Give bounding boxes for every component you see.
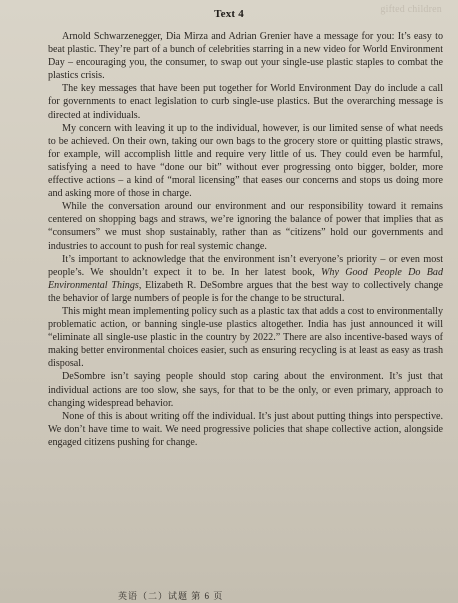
page-footer: 英语（二）试题 第 6 页 xyxy=(118,591,224,601)
paragraph-5-rest: , Elizabeth R. DeSombre argues that the best way to collectively change the behavior of large numbers of people is for the change to be structural. xyxy=(48,279,443,304)
paragraph-3: My concern with leaving it up to the individual, however, is our limited sense of what needs to be achieved. On their own, taking our own bags to the grocery store or quitting plastic straws, for example, will accomplish little and require very little of us. They could even be harmful, satisfying a need to have “done our bit” without ever progressing onto bigger, bolder, more effective actions – a kind of “moral licensing” that eases our concerns and stops us doing more and asking more of those in charge. xyxy=(48,122,443,200)
section-title: Text 4 xyxy=(214,8,244,20)
paragraph-1: Arnold Schwarzenegger, Dia Mirza and Adrian Grenier have a message for you: It’s easy to beat plastic. They’re part of a bunch of celebrities starring in a new video for World Environment Day – encouraging you, the consumer, to swap out your single-use plastic staples to combat the plastics crisis. xyxy=(48,31,443,82)
bleed-through-text: gifted children xyxy=(380,4,442,15)
paragraph-5-lead: It’s important to acknowledge that the environment isn’t everyone’s priority – or even most people’s. We shouldn’t expect it to be. In her latest book, xyxy=(48,253,443,278)
paragraph-6: This might mean implementing policy such as a plastic tax that adds a cost to environmentally problematic action, or banning single-use plastics altogether. India has just announced it will “eliminate all single-use plastic in the country by 2022.” There are also incentive-based ways of making better environmental choices easier, such as ensuring recycling is at least as easy as trash disposal. xyxy=(48,305,443,370)
paragraph-7: DeSombre isn’t saying people should stop caring about the environment. It’s just that individual actions are too slow, she says, for that to be the only, or even primary, approach to changing widespread behavior. xyxy=(48,371,443,409)
book-title: Why Good People Do Bad Environmental Things xyxy=(48,266,443,291)
paragraph-4: While the conversation around our environment and our responsibility toward it remains centered on shopping bags and straws, we’re ignoring the balance of power that implies that as “consumers” we must shop sustainably, rather than as “citizens” hold our governments and industries to account to push for real systemic change. xyxy=(48,201,443,252)
paragraph-2: The key messages that have been put together for World Environment Day do include a call for governments to enact legislation to curb single-use plastics. But the overarching message is directed at individuals. xyxy=(48,83,443,121)
paragraph-8: None of this is about writing off the individual. It’s just about putting things into perspective. We don’t have time to wait. We need progressive policies that shape collective action, alongside engaged citizens pushing for change. xyxy=(48,410,443,448)
passage-body xyxy=(48,30,443,449)
paragraph-5 xyxy=(48,253,443,305)
